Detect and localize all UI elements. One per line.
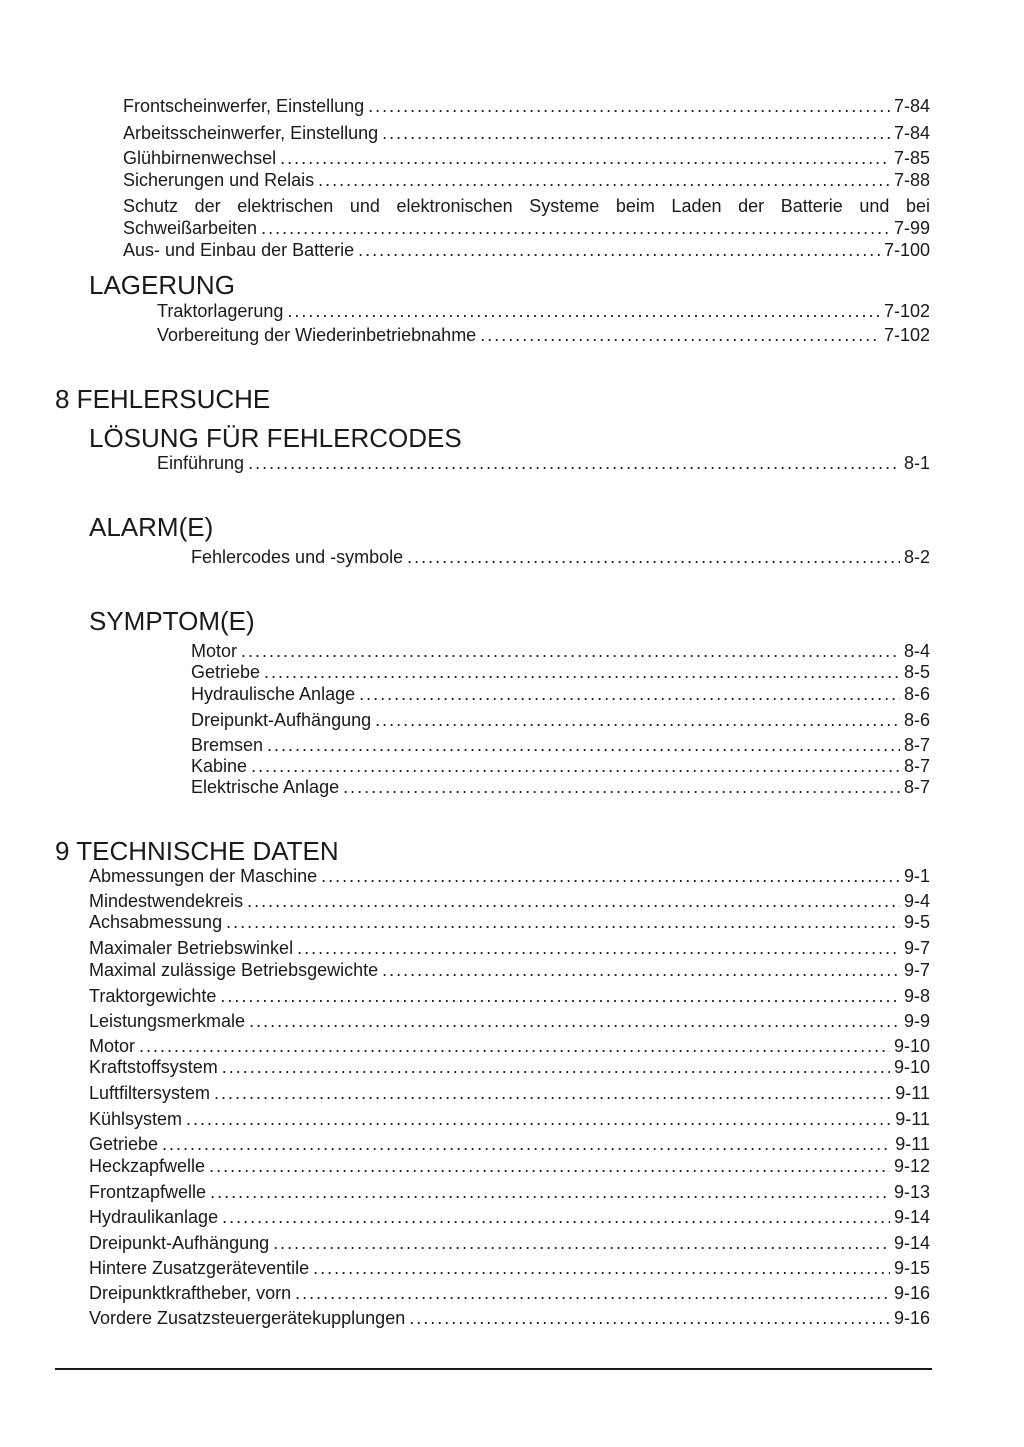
toc-entry-page: 9-8 — [903, 986, 930, 1006]
toc-entry-label: Kraftstoffsystem — [89, 1057, 218, 1077]
toc-entry-page: 9-1 — [903, 866, 930, 886]
toc-entry[interactable] — [191, 640, 930, 662]
section-heading: LÖSUNG FÜR FEHLERCODES — [89, 423, 462, 453]
toc-entry-page: 8-1 — [903, 453, 930, 473]
toc-entry[interactable] — [191, 683, 930, 705]
toc-entry-label: Kabine — [191, 756, 248, 776]
toc-entry[interactable] — [123, 217, 930, 239]
toc-entry[interactable] — [89, 1282, 930, 1304]
toc-entry-label: Hydraulikanlage — [89, 1207, 219, 1227]
leader-dots — [220, 985, 900, 1007]
leader-dots — [162, 1133, 891, 1155]
toc-entry[interactable] — [123, 239, 930, 261]
toc-entry-page: 7-102 — [883, 325, 930, 345]
toc-entry-label: Getriebe — [191, 662, 261, 682]
leader-dots — [295, 1282, 890, 1304]
toc-entry-label: Schweißarbeiten — [123, 218, 258, 238]
leader-dots — [209, 1155, 890, 1177]
leader-dots — [273, 1232, 890, 1254]
leader-dots — [313, 1257, 890, 1279]
toc-entry-label: Heckzapfwelle — [89, 1156, 206, 1176]
toc-entry-page: 7-84 — [893, 123, 930, 143]
toc-entry[interactable] — [89, 1035, 930, 1057]
toc-entry-page: 8-7 — [903, 735, 930, 755]
leader-dots — [375, 709, 900, 731]
toc-entry[interactable] — [89, 1155, 930, 1177]
toc-entry-label: Frontscheinwerfer, Einstellung — [123, 96, 365, 116]
toc-entry-label: Vordere Zusatzsteuergerätekupplungen — [89, 1308, 406, 1328]
toc-entry[interactable] — [123, 95, 930, 117]
toc-entry[interactable] — [89, 1133, 930, 1155]
toc-entry-label: Hydraulische Anlage — [191, 684, 356, 704]
toc-entry-page: 9-10 — [893, 1036, 930, 1056]
toc-entry-label: Bremsen — [191, 735, 264, 755]
toc-entry[interactable] — [191, 546, 930, 568]
toc-entry[interactable] — [89, 1082, 930, 1104]
section-heading: LAGERUNG — [89, 270, 235, 300]
toc-entry-page: 9-12 — [893, 1156, 930, 1176]
toc-entry-label: Glühbirnenwechsel — [123, 148, 277, 168]
toc-entry[interactable] — [89, 911, 930, 933]
toc-entry-page: 7-84 — [893, 96, 930, 116]
toc-entry[interactable] — [89, 1108, 930, 1130]
toc-entry-page: 8-7 — [903, 777, 930, 797]
toc-entry-label: Dreipunkt-Aufhängung — [191, 710, 372, 730]
toc-entry[interactable] — [89, 1257, 930, 1279]
toc-entry-wrapped-text[interactable]: Schutz der elektrischen und elektronischen Systeme beim Laden der Batterie und bei — [123, 196, 930, 216]
leader-dots — [480, 324, 880, 346]
toc-entry[interactable] — [191, 776, 930, 798]
leader-dots — [241, 640, 900, 662]
toc-entry-label: Vorbereitung der Wiederinbetriebnahme — [157, 325, 477, 345]
toc-entry-page: 8-6 — [903, 684, 930, 704]
toc-entry[interactable] — [89, 985, 930, 1007]
toc-entry-page: 9-15 — [893, 1258, 930, 1278]
toc-entry-page: 8-4 — [903, 641, 930, 661]
toc-entry[interactable] — [89, 1181, 930, 1203]
toc-entry-label: Traktorlagerung — [157, 301, 284, 321]
leader-dots — [287, 300, 880, 322]
leader-dots — [382, 959, 900, 981]
toc-entry-label: Motor — [191, 641, 238, 661]
toc-entry-label: Leistungsmerkmale — [89, 1011, 246, 1031]
toc-entry-page: 9-14 — [893, 1233, 930, 1253]
leader-dots — [186, 1108, 891, 1130]
toc-entry-page: 9-4 — [903, 891, 930, 911]
toc-entry-label: Maximal zulässige Betriebsgewichte — [89, 960, 379, 980]
toc-entry[interactable] — [89, 890, 930, 912]
toc-entry[interactable] — [89, 865, 930, 887]
leader-dots — [222, 1056, 890, 1078]
leader-dots — [321, 865, 900, 887]
toc-entry-page: 8-6 — [903, 710, 930, 730]
toc-entry-page: 9-9 — [903, 1011, 930, 1031]
toc-entry[interactable] — [89, 1307, 930, 1329]
leader-dots — [139, 1035, 890, 1057]
leader-dots — [251, 755, 900, 777]
toc-entry-label: Hintere Zusatzgeräteventile — [89, 1258, 310, 1278]
toc-entry[interactable] — [123, 122, 930, 144]
toc-entry-label: Luftfiltersystem — [89, 1083, 211, 1103]
toc-entry-label: Fehlercodes und -symbole — [191, 547, 404, 567]
toc-entry-page: 9-16 — [893, 1283, 930, 1303]
chapter-title: 9 TECHNISCHE DATEN — [55, 836, 339, 866]
toc-entry-label: Sicherungen und Relais — [123, 170, 315, 190]
toc-entry[interactable] — [89, 937, 930, 959]
toc-entry[interactable] — [191, 755, 930, 777]
toc-entry-page: 9-11 — [895, 1083, 930, 1103]
toc-entry[interactable] — [89, 1010, 930, 1032]
chapter-title: 8 FEHLERSUCHE — [55, 384, 271, 414]
toc-entry[interactable] — [123, 147, 930, 169]
toc-entry-label: Dreipunktkraftheber, vorn — [89, 1283, 292, 1303]
toc-entry-page: 9-7 — [903, 960, 930, 980]
toc-entry[interactable] — [157, 300, 930, 322]
toc-entry-page: 9-14 — [893, 1207, 930, 1227]
toc-entry-page: 7-102 — [883, 301, 930, 321]
toc-entry-page: 9-16 — [893, 1308, 930, 1328]
toc-entry-page: 9-13 — [893, 1182, 930, 1202]
toc-entry-page: 9-10 — [893, 1057, 930, 1077]
toc-entry-page: 8-2 — [903, 547, 930, 567]
leader-dots — [249, 1010, 900, 1032]
toc-entry-page: 8-7 — [903, 756, 930, 776]
footer-divider — [55, 1368, 932, 1370]
leader-dots — [409, 1307, 890, 1329]
leader-dots — [359, 683, 900, 705]
toc-entry-label: Abmessungen der Maschine — [89, 866, 318, 886]
toc-entry-label: Achsabmessung — [89, 912, 223, 932]
toc-entry[interactable] — [157, 452, 930, 474]
toc-entry-label: Traktorgewichte — [89, 986, 217, 1006]
leader-dots — [368, 95, 890, 117]
leader-dots — [407, 546, 900, 568]
toc-entry-page: 8-5 — [903, 662, 930, 682]
leader-dots — [261, 217, 890, 239]
toc-entry[interactable] — [89, 959, 930, 981]
toc-entry-page: 7-99 — [893, 218, 930, 238]
leader-dots — [382, 122, 890, 144]
leader-dots — [214, 1082, 891, 1104]
toc-entry[interactable] — [123, 169, 930, 191]
leader-dots — [280, 147, 890, 169]
toc-entry-label: Arbeitsscheinwerfer, Einstellung — [123, 123, 379, 143]
leader-dots — [247, 890, 900, 912]
section-heading: SYMPTOM(E) — [89, 606, 255, 636]
toc-entry-label: Maximaler Betriebswinkel — [89, 938, 294, 958]
toc-entry-page: 7-85 — [893, 148, 930, 168]
toc-entry-label: Dreipunkt-Aufhängung — [89, 1233, 270, 1253]
leader-dots — [358, 239, 880, 261]
leader-dots — [222, 1206, 890, 1228]
toc-entry-page: 9-11 — [895, 1109, 930, 1129]
leader-dots — [226, 911, 900, 933]
toc-entry[interactable] — [191, 734, 930, 756]
toc-entry-label: Mindestwendekreis — [89, 891, 244, 911]
toc-entry-label: Frontzapfwelle — [89, 1182, 207, 1202]
toc-entry-label: Motor — [89, 1036, 136, 1056]
leader-dots — [318, 169, 890, 191]
toc-entry-page: 9-11 — [895, 1134, 930, 1154]
toc-entry[interactable] — [157, 324, 930, 346]
toc-entry[interactable] — [89, 1056, 930, 1078]
section-heading: ALARM(E) — [89, 512, 214, 542]
toc-entry-page: 7-100 — [883, 240, 930, 260]
leader-dots — [264, 661, 900, 683]
toc-entry-label: Aus- und Einbau der Batterie — [123, 240, 355, 260]
toc-entry-page: 7-88 — [893, 170, 930, 190]
toc-entry[interactable] — [89, 1232, 930, 1254]
leader-dots — [210, 1181, 890, 1203]
toc-entry[interactable] — [89, 1206, 930, 1228]
toc-entry[interactable] — [191, 709, 930, 731]
leader-dots — [267, 734, 900, 756]
toc-entry-label: Kühlsystem — [89, 1109, 183, 1129]
toc-entry-page: 9-5 — [903, 912, 930, 932]
toc-entry-label: Einführung — [157, 453, 245, 473]
leader-dots — [248, 452, 900, 474]
toc-entry-label: Elektrische Anlage — [191, 777, 340, 797]
toc-entry[interactable] — [191, 661, 930, 683]
toc-entry-page: 9-7 — [903, 938, 930, 958]
leader-dots — [343, 776, 900, 798]
toc-entry-label: Getriebe — [89, 1134, 159, 1154]
leader-dots — [297, 937, 900, 959]
